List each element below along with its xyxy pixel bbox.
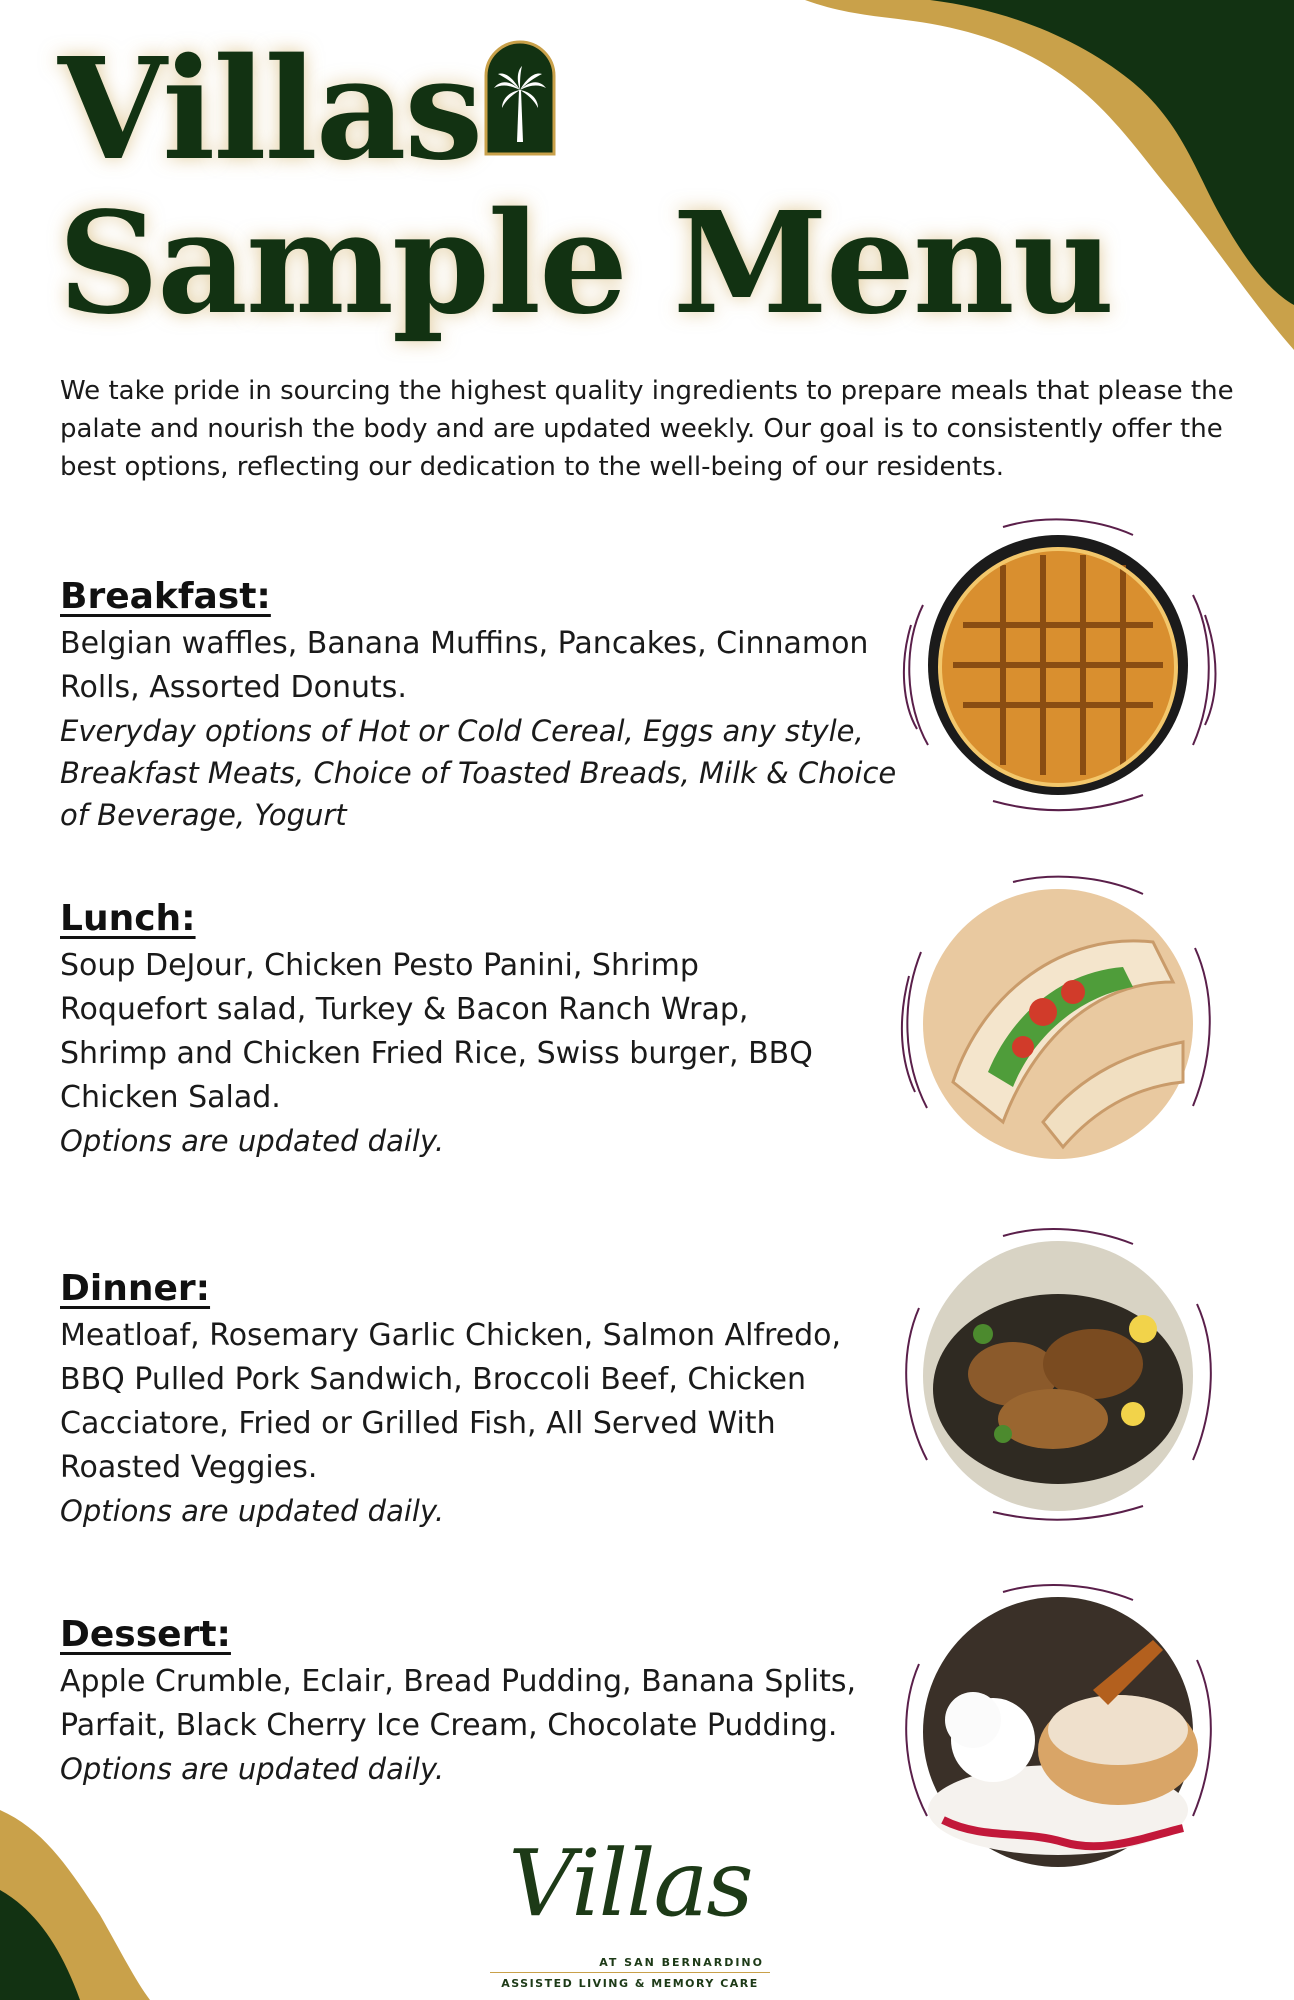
footer-logo [480, 1830, 780, 1990]
page-title-line-2: Sample Menu [58, 182, 1113, 346]
breakfast-note: Everyday options of Hot or Cold Cereal, Eggs any style, Breakfast Meats, Choice of Toasted Breads, Milk & Choice of Beverage, Yogurt [60, 714, 897, 832]
page-title-line-1: Villas [58, 28, 482, 192]
lunch-section [60, 896, 820, 1162]
footer-logo-tagline: ASSISTED LIVING & MEMORY CARE [501, 1977, 759, 1990]
palm-tree-icon [482, 38, 558, 156]
roasted-chicken-photo [893, 1224, 1223, 1524]
dessert-heading: Dessert: [60, 1614, 231, 1655]
footer-logo-subtitle: AT SAN BERNARDINO [599, 1956, 764, 1969]
dessert-items: Apple Crumble, Eclair, Bread Pudding, Banana Splits, Parfait, Black Cherry Ice Cream, Chocolate Pudding. [60, 1664, 857, 1743]
breakfast-items: Belgian waffles, Banana Muffins, Pancakes, Cinnamon Rolls, Assorted Donuts. [60, 626, 869, 705]
footer-logo-divider [490, 1972, 770, 1973]
dinner-section [60, 1266, 860, 1532]
dessert-note: Options are updated daily. [60, 1752, 445, 1786]
dinner-note: Options are updated daily. [60, 1494, 445, 1528]
waffles-photo [893, 515, 1223, 815]
breakfast-section [60, 574, 900, 836]
dinner-heading: Dinner: [60, 1268, 211, 1309]
wrap-photo [893, 872, 1223, 1172]
dessert-photo [893, 1580, 1223, 1880]
lunch-note: Options are updated daily. [60, 1124, 445, 1158]
dessert-section [60, 1612, 860, 1790]
lunch-items: Soup DeJour, Chicken Pesto Panini, Shrimp Roquefort salad, Turkey & Bacon Ranch Wrap, Shrimp and Chicken Fried Rice, Swiss burger, BBQ Chicken Salad. [60, 948, 813, 1115]
footer-logo-wordmark: Villas [508, 1830, 752, 1937]
lunch-heading: Lunch: [60, 898, 196, 939]
intro-paragraph: We take pride in sourcing the highest quality ingredients to prepare meals that please the palate and nourish the body and are updated weekly. Our goal is to consistently offer the best options, reflecting our dedication to the well-being of our residents. [60, 376, 1234, 482]
dinner-items: Meatloaf, Rosemary Garlic Chicken, Salmon Alfredo, BBQ Pulled Pork Sandwich, Broccoli Beef, Chicken Cacciatore, Fried or Grilled Fish, All Served With Roasted Veggies. [60, 1318, 842, 1485]
breakfast-heading: Breakfast: [60, 576, 271, 617]
